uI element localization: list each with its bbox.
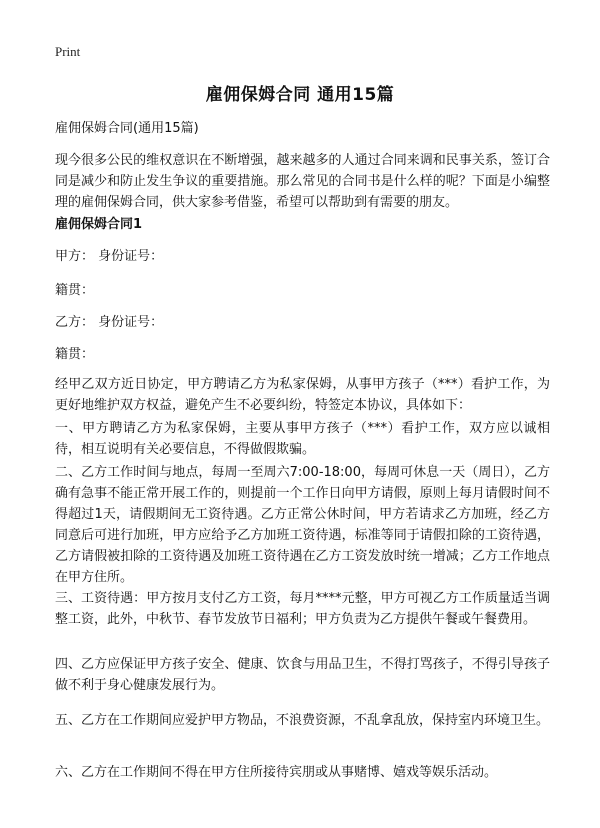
intro-paragraph: 现今很多公民的维权意识在不断增强，越来越多的人通过合同来调和民事关系，签订合同是减少和防止发生争议的重要措施。那么常见的合同书是什么样的呢？下面是小编整理的雇佣保姆合同，供大家参考借鉴，希望可以帮助到有需要的朋友。 xyxy=(55,153,550,210)
party-a-line: 甲方： 身份证号： xyxy=(55,249,164,264)
section-heading: 雇佣保姆合同1 xyxy=(55,217,143,232)
clause-1: 一、甲方聘请乙方为私家保姆，主要从事甲方孩子（***）看护工作，双方应以诚相待，相互说明有关必要信息，不得做假欺骗。 xyxy=(55,421,550,457)
native-place-a-line: 籍贯： xyxy=(55,283,95,298)
contract-preamble: 经甲乙双方近日协定，甲方聘请乙方为私家保姆，从事甲方孩子（***）看护工作，为更好地维护双方权益，避免产生不必要纠纷，特签定本协议，具体如下： xyxy=(55,377,550,413)
clause-5: 五、乙方在工作期间应爱护甲方物品，不浪费资源，不乱拿乱放，保持室内环境卫生。 xyxy=(55,713,550,728)
party-b-line: 乙方： 身份证号： xyxy=(55,315,164,330)
native-place-b-line: 籍贯： xyxy=(55,347,95,362)
clause-3: 三、工资待遇：甲方按月支付乙方工资，每月****元整，甲方可视乙方工作质量适当调整工资，此外，中秋节、春节发放节日福利；甲方负责为乙方提供午餐或午餐费用。 xyxy=(55,591,550,627)
print-link[interactable]: Print xyxy=(55,44,81,59)
document-subtitle: 雇佣保姆合同(通用15篇) xyxy=(55,121,199,136)
clause-4: 四、乙方应保证甲方孩子安全、健康、饮食与用品卫生，不得打骂孩子，不得引导孩子做不利于身心健康发展行为。 xyxy=(55,657,550,693)
clause-6: 六、乙方在工作期间不得在甲方住所接待宾朋或从事赌博、嬉戏等娱乐活动。 xyxy=(55,765,498,780)
clause-2: 二、乙方工作时间与地点，每周一至周六7:00-18:00，每周可休息一天（周日），乙方确有急事不能正常开展工作的，则提前一个工作日向甲方请假，原则上每月请假时间不得超过1天，请假期间无工资待遇。乙方正常公休时间，甲方若请求乙方加班，经乙方同意后可进行加班，甲方应给予乙方加班工资待遇，标准等同于请假扣除的工资待遇，乙方请假被扣除的工资待遇及加班工资待遇在乙方工资发放时统一增减；乙方工作地点在甲方住所。 xyxy=(55,465,550,585)
page-title: 雇佣保姆合同 通用15篇 xyxy=(205,85,395,105)
